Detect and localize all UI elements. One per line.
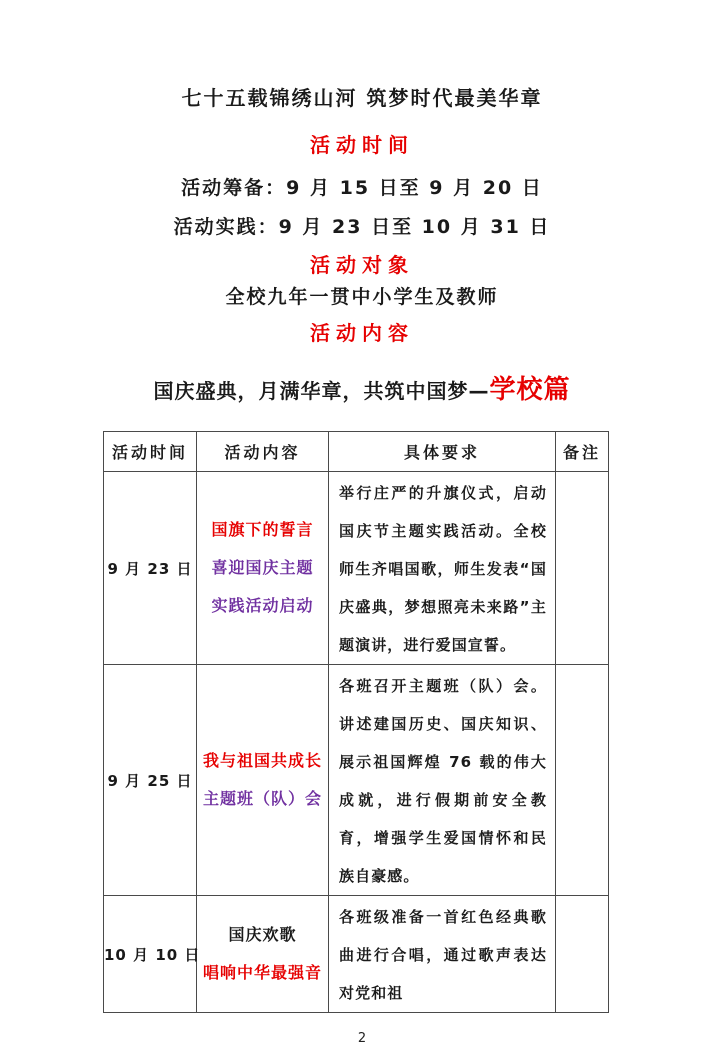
column-header-requirements: 具体要求 [329, 432, 556, 472]
cell-content [197, 896, 329, 1013]
table-row [104, 896, 609, 1013]
column-header-time: 活动时间 [104, 432, 197, 472]
activity-practice-line: 活动实践：9 月 23 日至 10 月 31 日 [173, 216, 551, 238]
table-header-row [104, 432, 609, 472]
cell-content [197, 472, 329, 665]
content-line: 唱响中华最强音 [202, 963, 322, 982]
requirements-text: 各班召开主题班（队）会。讲述建国历史、国庆知识、展示祖国辉煌 76 载的伟大成就，进行假期前安全教育，增强学生爱国情怀和民族自豪感。 [339, 677, 547, 885]
cell-requirements [329, 896, 556, 1013]
cell-time: 9 月 25 日 [104, 665, 197, 896]
theme-subtitle-text: 国庆盛典，月满华章，共筑中国梦— [153, 379, 490, 403]
column-header-content: 活动内容 [197, 432, 329, 472]
content-line: 国庆欢歌 [228, 925, 297, 944]
content-line: 喜迎国庆主题 [211, 558, 314, 577]
activity-target-line: 全校九年一贯中小学生及教师 [225, 286, 499, 308]
theme-subtitle-highlight: 学校篇 [489, 375, 571, 405]
column-header-note: 备注 [556, 432, 609, 472]
document-title: 七十五载锦绣山河 筑梦时代最美华章 [181, 86, 543, 110]
activity-preparation-line: 活动筹备：9 月 15 日至 9 月 20 日 [181, 177, 543, 199]
cell-time: 10 月 10 日 [104, 896, 197, 1013]
cell-note [556, 896, 609, 1013]
content-line: 主题班（队）会 [202, 789, 322, 808]
activity-schedule-table [103, 431, 609, 1013]
section-heading-activity-time: 活动时间 [310, 133, 414, 157]
requirements-text: 各班级准备一首红色经典歌曲进行合唱，通过歌声表达对党和祖 [339, 908, 547, 1002]
content-line: 实践活动启动 [211, 596, 314, 615]
content-line: 我与祖国共成长 [202, 751, 322, 770]
cell-requirements [329, 665, 556, 896]
page-number: 2 [357, 1031, 367, 1046]
table-row [104, 665, 609, 896]
theme-subtitle [0, 375, 724, 408]
cell-requirements [329, 472, 556, 665]
section-heading-activity-target: 活动对象 [310, 253, 414, 277]
cell-note [556, 665, 609, 896]
requirements-text: 举行庄严的升旗仪式，启动国庆节主题实践活动。全校师生齐唱国歌，师生发表“国庆盛典，梦想照亮未来路”主题演讲，进行爱国宣誓。 [339, 484, 547, 654]
table-row [104, 472, 609, 665]
cell-note [556, 472, 609, 665]
cell-content [197, 665, 329, 896]
cell-time: 9 月 23 日 [104, 472, 197, 665]
content-line: 国旗下的誓言 [211, 520, 314, 539]
section-heading-activity-content: 活动内容 [310, 321, 414, 345]
